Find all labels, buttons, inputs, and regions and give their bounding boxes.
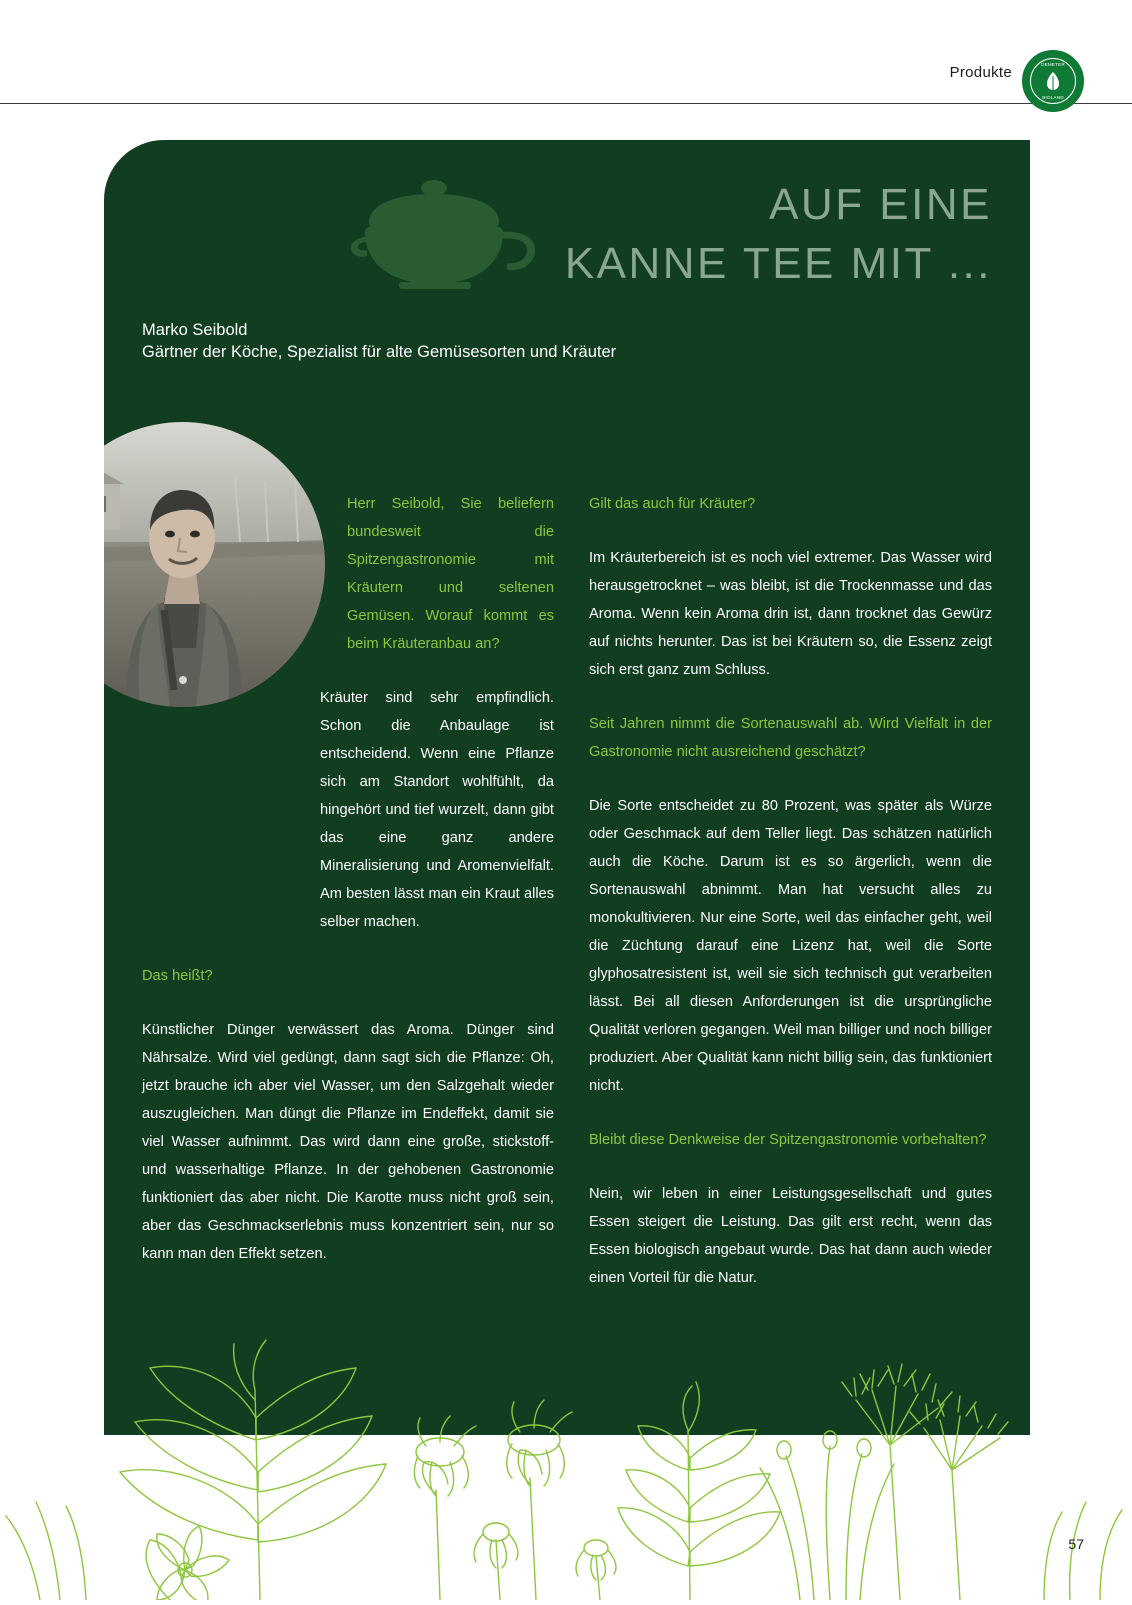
interview-question: Herr Seibold, Sie beliefern bundesweit die Spitzengastronomie mit Kräutern und seltenen Gemüsen. Worauf kommt es beim Kräuteranbau an? bbox=[347, 496, 554, 653]
bio-seal-logo-text-top: DEMETER bbox=[1041, 62, 1065, 67]
interview-right-column bbox=[589, 490, 992, 1292]
header-divider bbox=[0, 103, 1132, 104]
teapot-icon bbox=[339, 170, 549, 300]
interview-answer: Nein, wir leben in einer Leistungsgesellschaft und gutes Essen steigert die Leistung. Das gilt erst recht, wenn das Essen biologisch angebaut wurde. Das hat dann auch wieder einen Vorteil für die Natur. bbox=[589, 1186, 992, 1287]
interview-question: Gilt das auch für Kräuter? bbox=[589, 496, 756, 512]
interviewee-name: Marko Seibold bbox=[142, 321, 248, 339]
bio-seal-logo-text-bottom: BIOLAND bbox=[1042, 95, 1064, 100]
article-panel bbox=[104, 140, 1030, 1435]
article-title bbox=[565, 175, 992, 294]
page-header bbox=[0, 0, 1132, 104]
interview-question: Das heißt? bbox=[142, 968, 213, 985]
section-label: Produkte bbox=[949, 64, 1012, 81]
interview-answer: Künstlicher Dünger verwässert das Aroma. Dünger sind Nährsalze. Wird viel gedüngt, dann sagt sich die Pflanze: Oh, jetzt brauche ich aber viel Wasser, um den Salzgehalt wieder auszugleichen. Man düngt die Pflanze im Endeffekt, damit sie viel Wasser aufnimmt. Das wird dann eine große, stickstoff- und wasserhaltige Pflanze. In der gehobenen Gastronomie funktioniert das aber nicht. Die Karotte muss nicht groß sein, aber das Geschmackserlebnis muss konzentriert sein, nur so kann man den Effekt setzen. bbox=[142, 1022, 554, 1263]
interview-question: Bleibt diese Denkweise der Spitzengastronomie vorbehalten? bbox=[589, 1132, 987, 1149]
page-number: 57 bbox=[1068, 1536, 1084, 1552]
interviewee-role: Gärtner der Köche, Spezialist für alte Gemüsesorten und Kräuter bbox=[142, 343, 617, 361]
article-title-line-2: KANNE TEE MIT ... bbox=[564, 239, 992, 289]
interview-left-column bbox=[142, 490, 554, 1268]
interview-answer: Kräuter sind sehr empfindlich. Schon die Anbaulage ist entscheidend. Wenn eine Pflanze sich am Standort wohlfühlt, da hingehört und tief wurzelt, dann gibt das eine ganz andere Mineralisierung und Aromenvielfalt. Am besten lässt man ein Kraut alles selber machen. bbox=[320, 690, 554, 931]
bio-seal-logo-ring bbox=[1030, 58, 1076, 104]
bio-seal-logo bbox=[1022, 50, 1084, 112]
interview-answer: Die Sorte entscheidet zu 80 Prozent, was später als Würze oder Geschmack auf dem Teller liegt. Das schätzen natürlich auch die Köche. Darum ist es so ärgerlich, wenn die Sortenauswahl abnimmt. Man hat versucht alles zu monokultivieren. Nur eine Sorte, weil das einfacher geht, weil die Züchtung darauf eine Lizenz hat, weil die Sorte glyphosatresistent ist, weil sie sich technisch gut verarbeiten lässt. Bei all diesen Anforderungen ist die ursprüngliche Qualität verloren gegangen. Weil man billiger und noch billiger produziert. Aber Qualität kann nicht billig sein, das funktioniert nicht. bbox=[589, 798, 992, 1095]
article-title-line-1: AUF EINE bbox=[769, 180, 992, 229]
interview-question: Seit Jahren nimmt die Sortenauswahl ab. Wird Vielfalt in der Gastronomie nicht ausreichend geschätzt? bbox=[589, 716, 992, 761]
interview-answer: Im Kräuterbereich ist es noch viel extremer. Das Wasser wird herausgetrocknet – was bleibt, ist die Trockenmasse und das Aroma. Wenn kein Aroma drin ist, dann trocknet das Gewürz auf nichts herunter. Das ist bei Kräutern so, die Essenz zeigt sich erst ganz zum Schluss. bbox=[589, 550, 992, 679]
